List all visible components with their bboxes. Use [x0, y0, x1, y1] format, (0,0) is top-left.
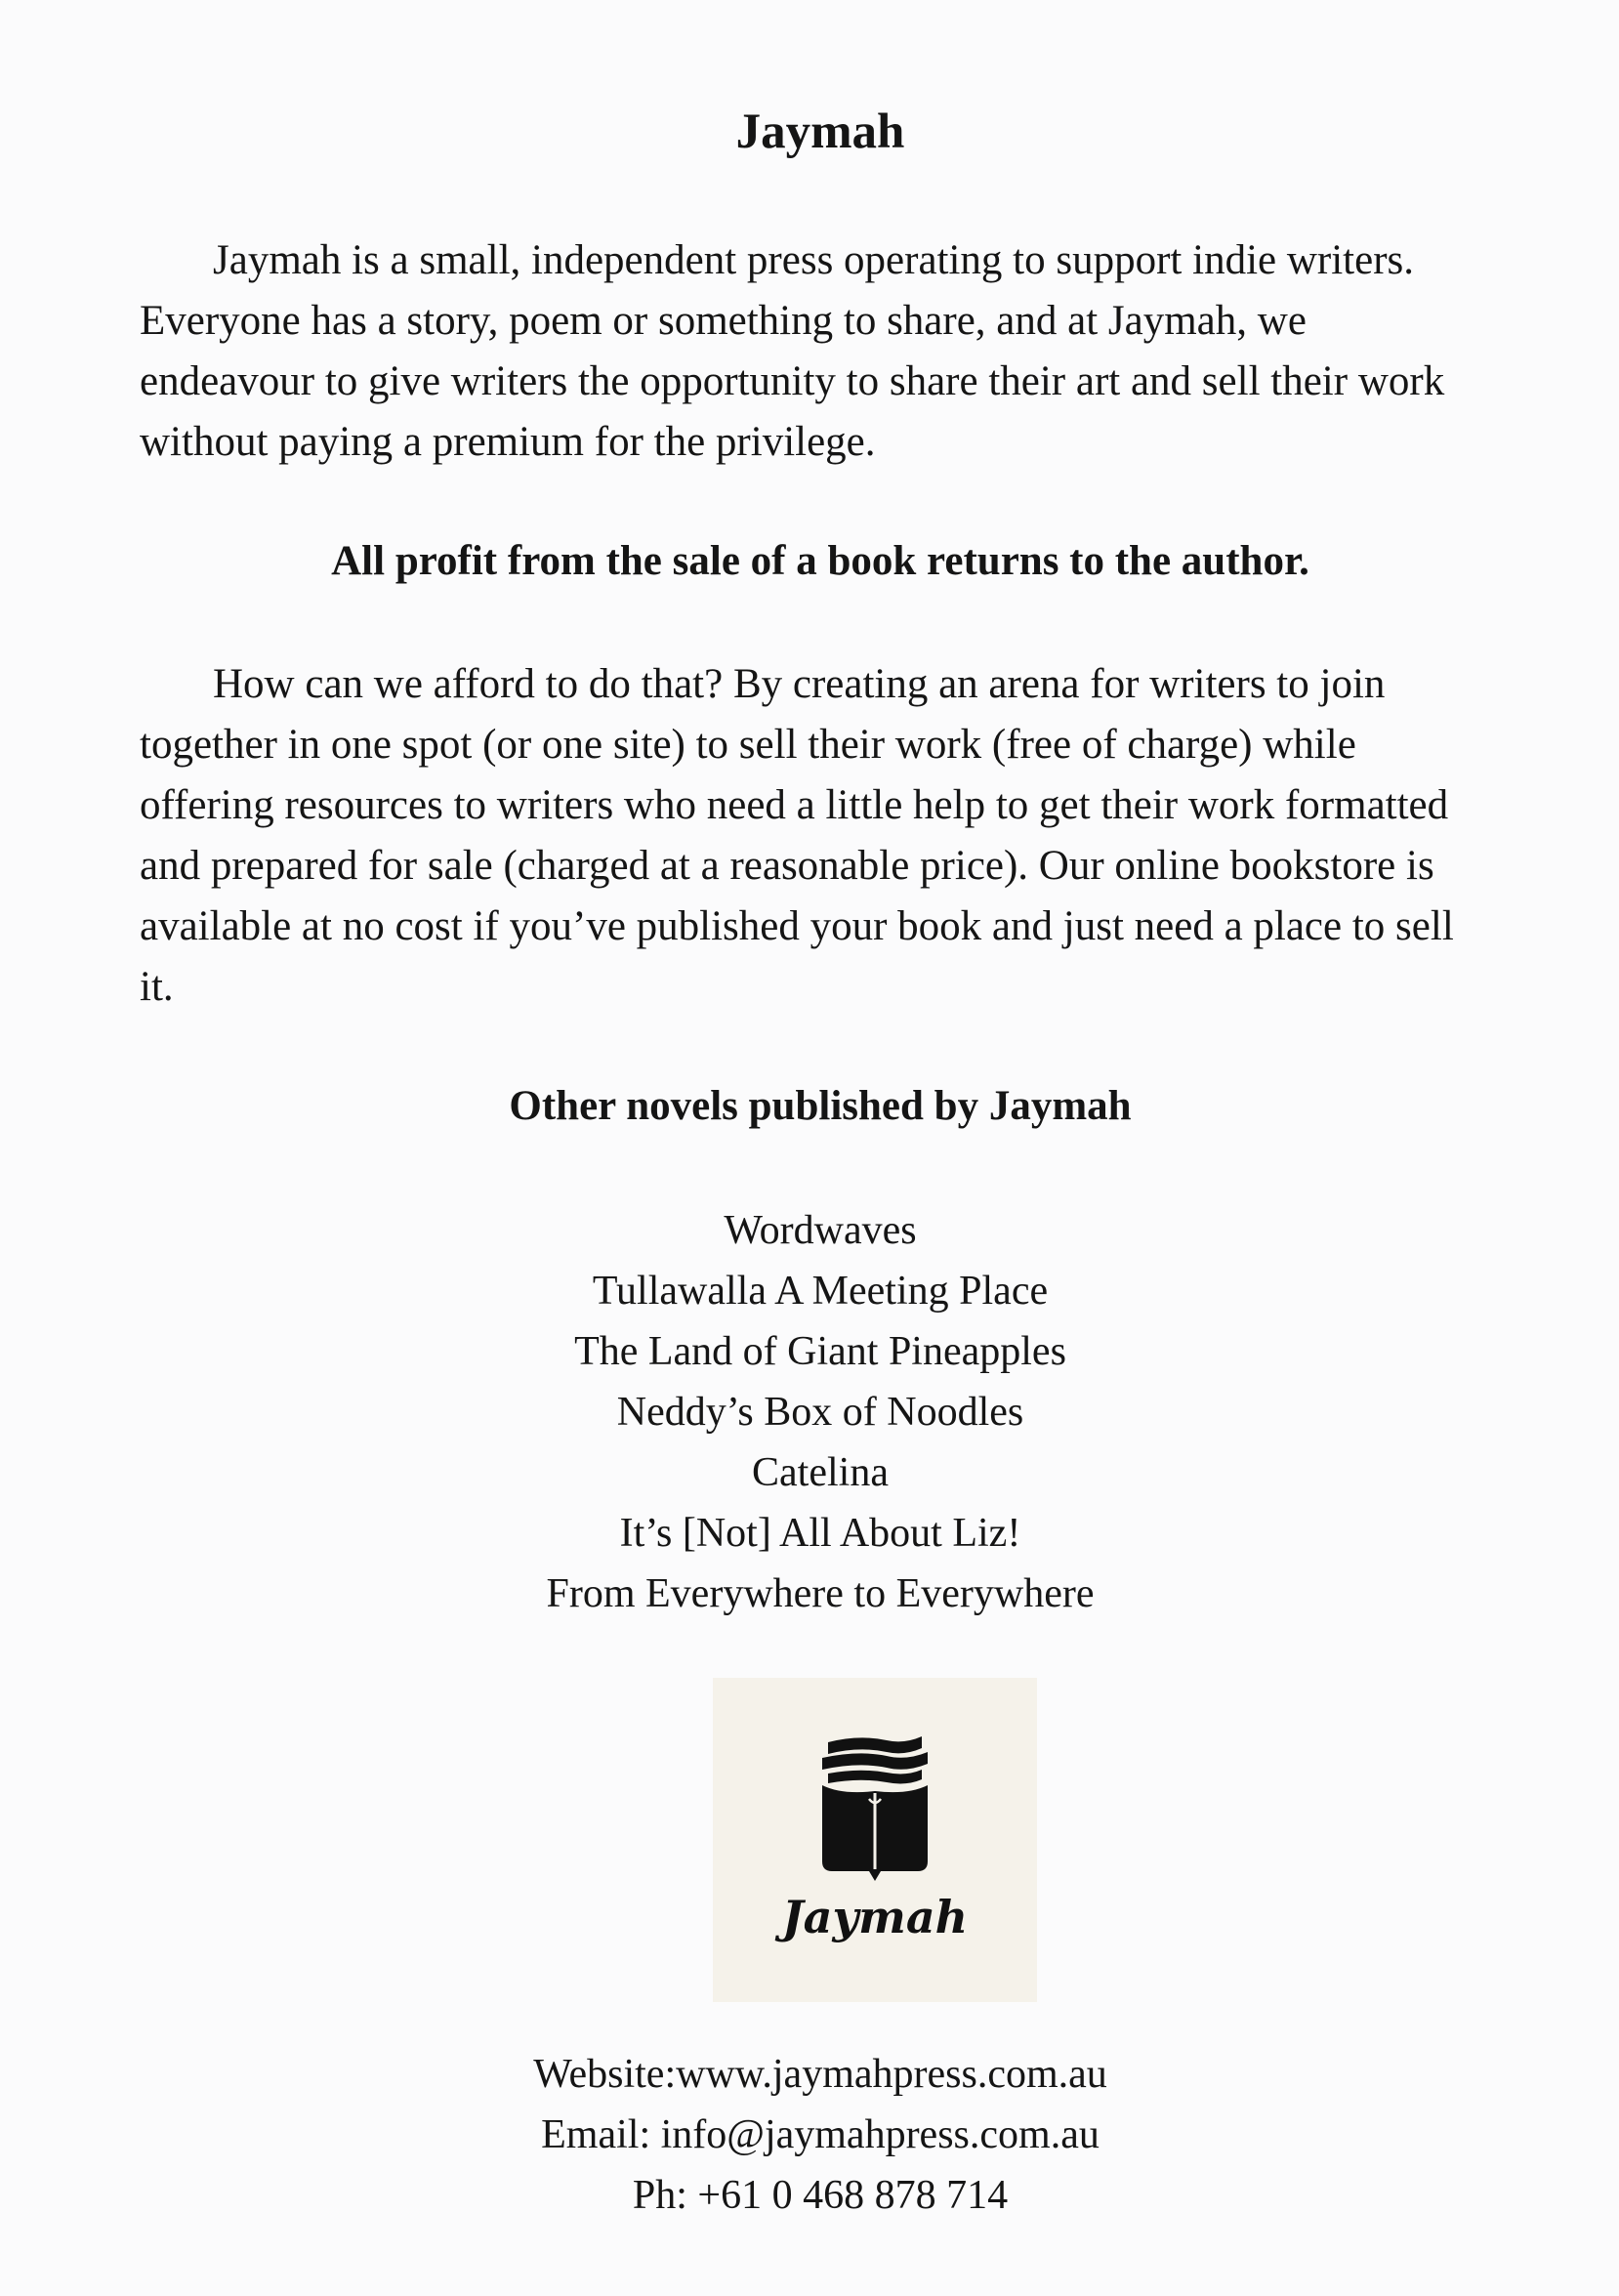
- other-novels-heading: Other novels published by Jaymah: [509, 1083, 1132, 1129]
- intro-paragraph: Jaymah is a small, independent press operating to support indie writers. Everyone has a story, poem or something to share, and at Jaymah, we endeavour to give writers the opportunity to share their art and sell their work without paying a premium for the privilege.: [140, 237, 1445, 465]
- novel-title: Tullawalla A Meeting Place: [592, 1269, 1049, 1314]
- website-line: Website:www.jaymahpress.com.au: [533, 2052, 1107, 2097]
- novel-title: Catelina: [752, 1450, 889, 1495]
- novel-title: Wordwaves: [724, 1208, 917, 1253]
- novel-title: From Everywhere to Everywhere: [546, 1571, 1095, 1616]
- explanation-paragraph: How can we afford to do that? By creating an arena for writers to join together in one spot (or one site) to sell their work (free of charge) while offering resources to writers who need a little help to get their work formatted and prepared for sale (charged at a reasonable price). Our online bookstore is available at no cost if you’ve published your book and just need a place to sell it.: [140, 661, 1454, 1010]
- novel-title: The Land of Giant Pineapples: [574, 1329, 1066, 1374]
- logo-wordmark: Jaymah: [781, 1891, 969, 1943]
- email-line: Email: info@jaymahpress.com.au: [541, 2112, 1100, 2157]
- novel-title: Neddy’s Box of Noodles: [616, 1390, 1024, 1435]
- profit-statement: All profit from the sale of a book returns to the author.: [331, 538, 1309, 584]
- book-icon: [713, 1678, 1037, 2002]
- contact-block: [0, 2044, 1619, 2226]
- publisher-logo: [713, 1678, 1037, 2002]
- novel-list: [0, 1200, 1619, 1624]
- novel-title: It’s [Not] All About Liz!: [619, 1511, 1021, 1556]
- phone-line: Ph: +61 0 468 878 714: [632, 2173, 1009, 2218]
- page-title: Jaymah: [735, 104, 905, 159]
